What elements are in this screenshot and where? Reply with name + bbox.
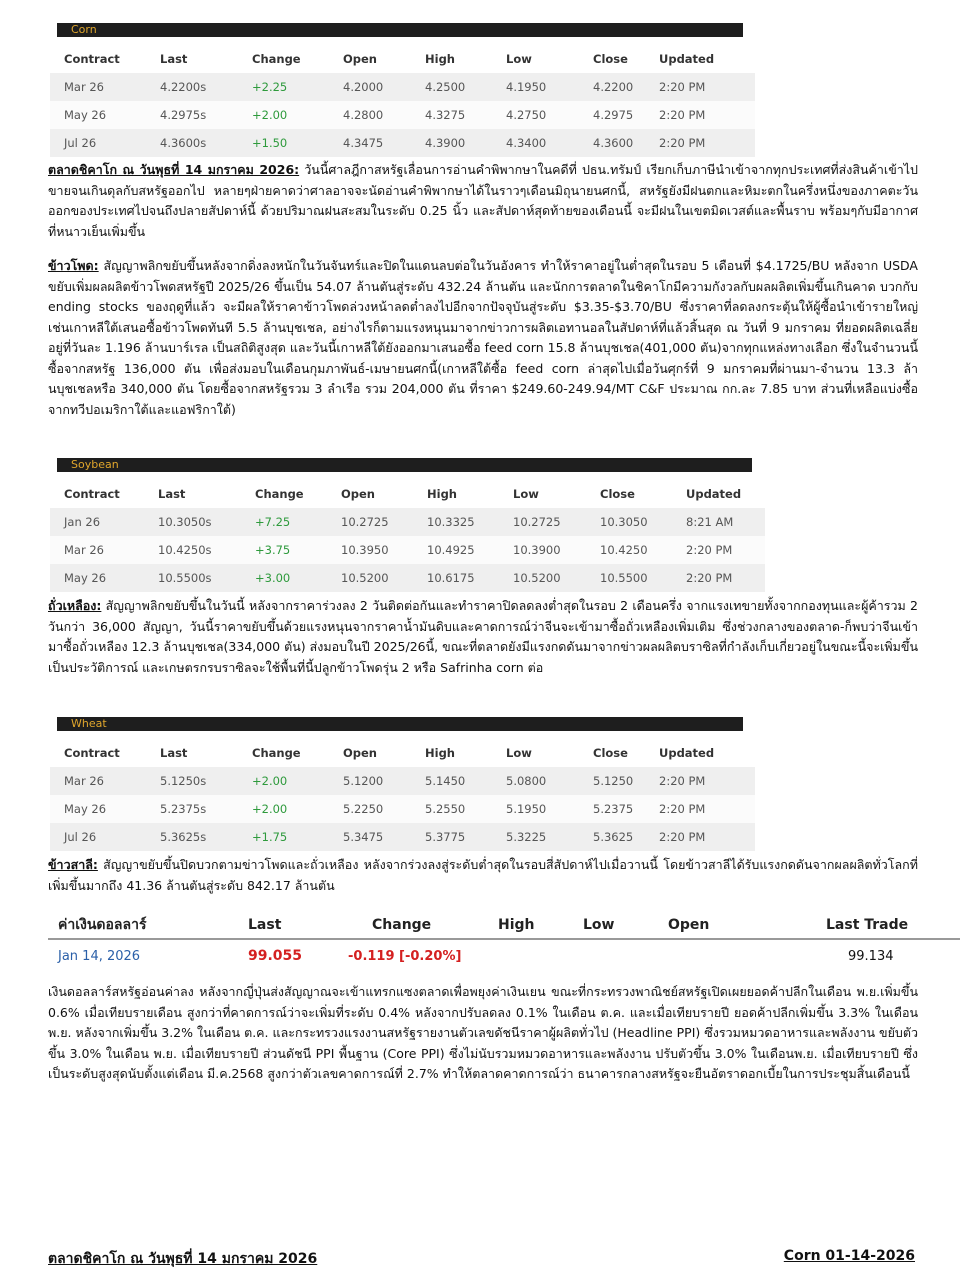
last-cell: 5.1250s (146, 767, 238, 795)
close-cell: 10.5500 (586, 564, 672, 592)
col-header: Last (146, 45, 238, 73)
corn-table (50, 45, 755, 157)
table-row (50, 795, 755, 823)
col-header: Last (146, 739, 238, 767)
change-cell: +2.00 (238, 767, 329, 795)
col-header: Open (327, 480, 413, 508)
col-header: Contract (50, 739, 146, 767)
col-header: Open (668, 917, 710, 933)
table-row (50, 767, 755, 795)
change-cell: +3.00 (241, 564, 327, 592)
updated-cell: 2:20 PM (645, 767, 755, 795)
last-cell: 10.3050s (144, 508, 241, 536)
open-cell: 5.1200 (329, 767, 411, 795)
table-row (50, 508, 765, 536)
paragraph-body: สัญญาพลิกขยับขึ้นในวันนี้ หลังจากราคาร่วงลง 2 วันติดต่อกันและทำราคาปิดลดลงต่ำสุดในรอบ 2 เดือนครึ่ง จากแรงเทขายทั้งจากกองทุนและผู้ค้ารวม 2 วันกว่า 36,000 สัญญา, วันนี้ราคาขยับขึ้นด้วยแรงหนุนจากราคาน้ำมันดิบและคาดการณ์ว่าจีนจะเข้ามาซื้อถั่วเหลืองเพิ่มเติม ซึ่งช่วงกลางของตลาด-ก็พบว่าจีนเข้ามาซื้อถั่วเหลือง 12.3 ล้านบุชเชล(334,000 ตัน) ส่งมอบในปี 2025/26นี้, ขณะที่ตลาดยังมีแรงกดดันมาจากข่าวผลผลิตบราซิลที่กำลังเก็บเกี่ยวอยู่ในขณะนี้จะเพิ่มขึ้นเป็นประวัติการณ์ และเกษตรกรบราซิลจะใช้พื้นที่นี้ปลูกข้าวโพดรุ่น 2 หรือ Safrinha corn ต่อ (48, 598, 918, 675)
change-cell: -0.119 [-0.20%] (348, 948, 462, 964)
high-cell: 10.3325 (413, 508, 499, 536)
contract-cell: May 26 (50, 795, 146, 823)
low-cell (583, 939, 668, 972)
updated-cell: 2:20 PM (672, 536, 765, 564)
col-header: Low (492, 739, 579, 767)
high-cell: 5.3775 (411, 823, 492, 851)
change-cell: +1.75 (238, 823, 329, 851)
last-cell: 99.055 (248, 948, 303, 964)
date-cell: Jan 14, 2026 (58, 948, 141, 964)
high-cell (498, 939, 583, 972)
low-cell: 4.2750 (492, 101, 579, 129)
col-header: Change (238, 739, 329, 767)
paragraph-heading: ข้าวโพด: (48, 258, 99, 273)
open-cell: 4.2000 (329, 73, 411, 101)
table-row (50, 101, 755, 129)
col-header: Updated (645, 739, 755, 767)
contract-cell: May 26 (50, 101, 146, 129)
paragraph-body: เงินดอลลาร์สหรัฐอ่อนค่าลง หลังจากญี่ปุ่นส่งสัญญาณจะเข้าแทรกแซงตลาดเพื่อพยุงค่าเงินเยน ขณะที่กระทรวงพาณิชย์สหรัฐเปิดเผยยอดค้าปลีกในเดือน พ.ย.เพิ่มขึ้น 0.6% เมื่อเทียบรายเดือน สูงกว่าที่คาดการณ์ว่าจะเพิ่มที่ระดับ 0.4% หลังจากปรับลดลง 0.1% ในเดือน ต.ค. และเมื่อเทียบรายปี ยอดค้าปลีกเพิ่มขึ้น 3.3% ในเดือน พ.ย. หลังจากเพิ่มขึ้น 3.2% ในเดือน ต.ค. และกระทรวงแรงงานสหรัฐรายงานตัวเลขดัชนีราคาผู้ผลิตทั่วไป (Headline PPI) ซึ่งรวมหมวดอาหารและพลังงาน ขยับตัวขึ้น 3.0% ในเดือน พ.ย. เมื่อเทียบรายปี ส่วนดัชนี PPI พื้นฐาน (Core PPI) ซึ่งไม่นับรวมหมวดอาหารและพลังงาน ปรับตัวขึ้น 3.0% ในเดือนพ.ย. เมื่อเทียบรายปี ซึ่งเป็นระดับสูงสุดนับตั้งแต่เดือน มี.ค.2568 สูงกว่าตัวเลขคาดการณ์ที่ 2.7% ทำให้ตลาดคาดการณ์ว่า ธนาคารกลางสหรัฐจะยืนอัตราดอกเบี้ยในการประชุมสิ้นเดือนนี้ (48, 984, 918, 1081)
col-header: Close (579, 45, 645, 73)
soybean-paragraph (48, 596, 918, 678)
close-cell: 4.3600 (579, 129, 645, 157)
updated-cell: 8:21 AM (672, 508, 765, 536)
change-cell: +2.00 (238, 101, 329, 129)
open-cell: 10.5200 (327, 564, 413, 592)
footer-right-title: Corn 01-14-2026 (783, 1248, 915, 1264)
paragraph-heading: ถั่วเหลือง: (48, 598, 102, 613)
change-cell: +2.25 (238, 73, 329, 101)
close-cell: 4.2975 (579, 101, 645, 129)
usd-index-table (48, 912, 960, 972)
low-cell: 10.2725 (499, 508, 586, 536)
last-cell: 10.4250s (144, 536, 241, 564)
paragraph-heading: ตลาดชิคาโก ณ วันพุธที่ 14 มกราคม 2026: (48, 162, 300, 177)
col-header: Updated (645, 45, 755, 73)
low-cell: 4.3400 (492, 129, 579, 157)
updated-cell: 2:20 PM (645, 73, 755, 101)
col-header: Last (248, 917, 282, 933)
open-cell: 5.2250 (329, 795, 411, 823)
soybean-table (50, 480, 765, 592)
last-cell: 10.5500s (144, 564, 241, 592)
col-header: High (413, 480, 499, 508)
close-cell: 5.3625 (579, 823, 645, 851)
change-cell: +3.75 (241, 536, 327, 564)
soybean-section-title: Soybean (71, 458, 119, 471)
col-header: Change (238, 45, 329, 73)
contract-cell: Jul 26 (50, 823, 146, 851)
chicago-market-paragraph (48, 160, 918, 242)
col-header: ค่าเงินดอลลาร์ (58, 917, 147, 933)
paragraph-body: สัญญาขยับขึ้นปิดบวกตามข่าวโพดและถั่วเหลือง หลังจากร่วงลงสู่ระดับต่ำสุดในรอบสี่สัปดาห์ไปเมื่อวานนี้ โดยข้าวสาลีได้รับแรงกดดันจากผลผลิตทั่วโลกที่เพิ่มขึ้นมากถึง 41.36 ล้านตันสู่ระดับ 842.17 ล้านตัน (48, 857, 918, 893)
last-cell: 4.2975s (146, 101, 238, 129)
contract-cell: Jan 26 (50, 508, 144, 536)
low-cell: 10.3900 (499, 536, 586, 564)
open-cell: 5.3475 (329, 823, 411, 851)
soybean-section-bar (57, 458, 752, 472)
table-row (50, 823, 755, 851)
contract-cell: Jul 26 (50, 129, 146, 157)
corn-paragraph (48, 256, 918, 420)
col-header: Low (492, 45, 579, 73)
col-header: Low (583, 917, 615, 933)
updated-cell: 2:20 PM (645, 795, 755, 823)
wheat-table (50, 739, 755, 851)
open-cell: 4.3475 (329, 129, 411, 157)
change-cell: +7.25 (241, 508, 327, 536)
usd-row (48, 939, 960, 972)
low-cell: 10.5200 (499, 564, 586, 592)
low-cell: 5.1950 (492, 795, 579, 823)
col-header: Contract (50, 45, 146, 73)
col-header: Change (241, 480, 327, 508)
col-header: Updated (672, 480, 765, 508)
soybean-header-row (50, 480, 765, 508)
open-cell: 10.2725 (327, 508, 413, 536)
contract-cell: Mar 26 (50, 536, 144, 564)
col-header: Open (329, 45, 411, 73)
open-cell: 10.3950 (327, 536, 413, 564)
col-header: Change (372, 917, 432, 933)
contract-cell: Mar 26 (50, 73, 146, 101)
low-cell: 5.0800 (492, 767, 579, 795)
usd-paragraph (48, 982, 918, 1085)
col-header: Close (579, 739, 645, 767)
high-cell: 10.4925 (413, 536, 499, 564)
paragraph-body: สัญญาพลิกขยับขึ้นหลังจากดิ่งลงหนักในวันจันทร์และปิดในแดนลบต่อในวันอังคาร ทำให้ราคาอยู่ในต่ำสุดในรอบ 5 เดือนที่ $4.1725/BU หลังจาก USDA ขยับเพิ่มผลผลิตข้าวโพดสหรัฐปี 2025/26 ขึ้นเป็น 54.07 ล้านตันสู่ระดับ 432.24 ล้านตัน และนักการตลาดในชิคาโกมีความกังวลกับผลผลิตเพิ่มขึ้นเกินคาด บวกกับ ending stocks ของฤดูที่แล้ว จะมีผลให้ราคาข้าวโพดล่วงหน้าลดต่ำลงไปอีกจากปัจจุบันสู่ระดับ $3.35-$3.70/BU ซึ่งราคาที่ลดลงกระตุ้นให้ผู้ซื้อนำเข้ารายใหญ่เช่นเกาหลีใต้เสนอซื้อข้าวโพดทันที 5.5 ล้านบุชเชล, อย่างไรก็ตามแรงหนุนมาจากข่าวการผลิตเอทานอลในสัปดาห์ที่แล้วสิ้นสุด ณ วันที่ 9 มกราคม ที่ยอดผลิตเฉลี่ยอยู่ที่วันละ 1.196 ล้านบาร์เรล เป็นสถิติสูงสุด และวันนี้เกาหลีใต้ยังออกมาเสนอซื้อ feed corn 15.8 ล้านบุชเชล(401,000 ตัน)จากทุกแหล่งทางเลือก ซึ่งในจำนวนนี้ซื้อจากสหรัฐ 136,000 ตัน เพื่อส่งมอบในเดือนกุมภาพันธ์-เมษายนศกนี้(เกาหลีใต้ซื้อ feed corn ล่าสุดไปเมื่อวันศุกร์ที่ 9 มกราคมที่ผ่านมา-จำนวน 13.3 ล้านบุชเชลหรือ 340,000 ตัน โดยซื้อจากสหรัฐรวม 3 ลำเรือ รวม 204,000 ตัน ที่ราคา $249.60-249.94/MT C&F ประมาณ กก.ละ 7.85 บาท ส่วนที่เหลือแบ่งซื้อจากทวีปอเมริกาใต้และแอฟริกาใต้) (48, 258, 918, 417)
col-header: Open (329, 739, 411, 767)
corn-section-title: Corn (71, 23, 97, 36)
col-header: Close (586, 480, 672, 508)
col-header: High (498, 917, 535, 933)
last-cell: 4.3600s (146, 129, 238, 157)
updated-cell: 2:20 PM (672, 564, 765, 592)
col-header: Last (144, 480, 241, 508)
wheat-section-title: Wheat (71, 717, 107, 730)
corn-header-row (50, 45, 755, 73)
last-cell: 5.3625s (146, 823, 238, 851)
high-cell: 4.3900 (411, 129, 492, 157)
high-cell: 10.6175 (413, 564, 499, 592)
high-cell: 5.1450 (411, 767, 492, 795)
high-cell: 5.2550 (411, 795, 492, 823)
open-cell: 4.2800 (329, 101, 411, 129)
col-header: High (411, 45, 492, 73)
close-cell: 10.3050 (586, 508, 672, 536)
open-cell (668, 939, 778, 972)
footer-left-title: ตลาดชิคาโก ณ วันพุธที่ 14 มกราคม 2026 (48, 1251, 318, 1267)
low-cell: 5.3225 (492, 823, 579, 851)
close-cell: 4.2200 (579, 73, 645, 101)
paragraph-heading: ข้าวสาลี: (48, 857, 98, 872)
table-row (50, 129, 755, 157)
low-cell: 4.1950 (492, 73, 579, 101)
wheat-header-row (50, 739, 755, 767)
table-row (50, 564, 765, 592)
change-cell: +2.00 (238, 795, 329, 823)
wheat-section-bar (57, 717, 743, 731)
last-cell: 4.2200s (146, 73, 238, 101)
col-header: Low (499, 480, 586, 508)
col-header: Last Trade (826, 917, 909, 933)
last-cell: 5.2375s (146, 795, 238, 823)
updated-cell: 2:20 PM (645, 101, 755, 129)
close-cell: 5.1250 (579, 767, 645, 795)
paragraph-body: วันนี้ศาลฎีกาสหรัฐเลื่อนการอ่านคำพิพากษาในคดีที่ ปธน.ทรัมป์ เรียกเก็บภาษีนำเข้าจากทุกประเทศที่ส่งสินค้าเข้าไปขายจนเกินดุลกับสหรัฐออกไป หลายๆฝ่ายคาดว่าศาลอาจจะนัดอ่านคำพิพากษาได้ในราวๆเดือนมิถุนายนศกนี้, สหรัฐยังมีฝนตกและหิมะตกในครึ่งหนึ่งของภาคตะวันออกของประเทศไปจนถึงปลายสัปดาห์นี้ ด้วยปริมาณฝนสะสมในระดับ 0.25 นิ้ว และสัปดาห์สุดท้ายของเดือนนี้ จะมีฝนในเขตมิดเวสต์และพื้นราบ พร้อมๆกับมีอากาศที่หนาวเย็นเพิ่มขึ้น (48, 162, 918, 239)
col-header: Contract (50, 480, 144, 508)
change-cell: +1.50 (238, 129, 329, 157)
table-row (50, 536, 765, 564)
contract-cell: May 26 (50, 564, 144, 592)
table-row (50, 73, 755, 101)
close-cell: 10.4250 (586, 536, 672, 564)
wheat-paragraph (48, 855, 918, 896)
high-cell: 4.3275 (411, 101, 492, 129)
usd-header-row (48, 912, 960, 939)
updated-cell: 2:20 PM (645, 823, 755, 851)
col-header: High (411, 739, 492, 767)
high-cell: 4.2500 (411, 73, 492, 101)
contract-cell: Mar 26 (50, 767, 146, 795)
corn-section-bar (57, 23, 743, 37)
updated-cell: 2:20 PM (645, 129, 755, 157)
close-cell: 5.2375 (579, 795, 645, 823)
last-trade-cell: 99.134 (848, 948, 894, 964)
